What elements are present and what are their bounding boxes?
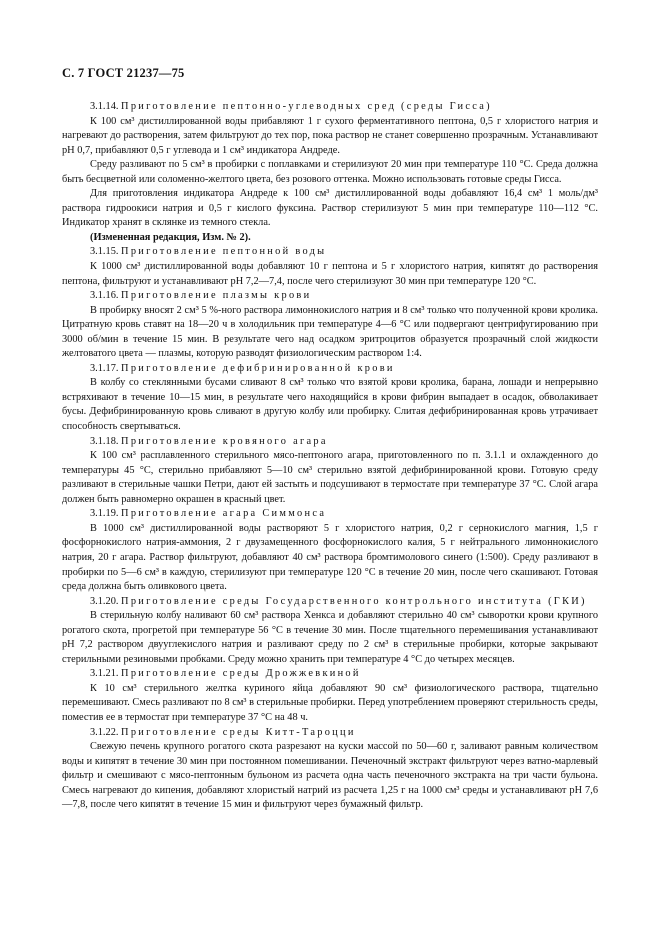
section-number: 3.1.22. xyxy=(90,726,119,738)
paragraph: Свежую печень крупного рогатого скота разрезают на куски массой по 50—60 г, заливают равным количеством воды и кипятят в течение 30 мин при постоянном помешивании. Печеночный экстракт фильтруют через ватно-марлевый фильтр и смешивают с мясо-пептонным бульоном из расчета одна часть печеночного экстракта на три части бульона. Смесь нагревают до кипения, добавляют хлористый натрий из расчета 1,25 г на 1000 см³ среды и устанавливают рН 7,6—7,8, после чего кипятят в течение 15 мин и фильтруют через бумажный фильтр. xyxy=(62,741,598,811)
section-heading xyxy=(62,289,598,304)
section-number: 3.1.21. xyxy=(90,668,119,680)
section-number: 3.1.19. xyxy=(90,508,119,520)
section-title: Приготовление агара Симмонса xyxy=(121,508,327,520)
section-title: Приготовление пептонной воды xyxy=(121,246,327,258)
section-heading xyxy=(62,667,598,682)
section-number: 3.1.16. xyxy=(90,290,119,302)
section-heading xyxy=(62,507,598,522)
paragraph: К 10 см³ стерильного желтка куриного яйца добавляют 90 см³ физиологического раствора, тщательно перемешивают. Смесь разливают по 8 см³ в стерильные пробирки. Перед употреблением проверяют стерильность среды, поместив ее в термостат при температуре 37 °С на 48 ч. xyxy=(62,682,598,723)
section-title: Приготовление среды Китт-Тароцци xyxy=(121,726,356,738)
section-title: Приготовление пептонно-углеводных сред (среды Гисса) xyxy=(121,101,492,112)
section-number: 3.1.14. xyxy=(90,101,119,112)
section-title: Приготовление среды Дрожжевкиной xyxy=(121,668,361,680)
section-heading xyxy=(62,100,598,115)
amendment-note: (Измененная редакция, Изм. № 2). xyxy=(90,231,251,243)
paragraph: В пробирку вносят 2 см³ 5 %-ного раствора лимоннокислого натрия и 8 см³ только что полученной крови кролика. Цитратную кровь ставят на 18—20 ч в холодильник при температуре 4—6 °С или подвергают центрифугированию при 3000 об/мин в течение 15 мин. В результате чего над осадком эритроцитов образуется прозрачный слой жидкости желтоватого цвета — плазмы, которую разводят физиологическим раствором 1:4. xyxy=(62,304,598,360)
paragraph: Среду разливают по 5 см³ в пробирки с поплавками и стерилизуют 20 мин при температуре 110 °С. Среда должна быть бесцветной или соломенно-желтого цвета, без розового оттенка. Можно использовать готовые среды Гисса. xyxy=(62,159,598,185)
section-number: 3.1.15. xyxy=(90,246,119,258)
section-title: Приготовление дефибринированной крови xyxy=(121,362,395,374)
paragraph: К 1000 см³ дистиллированной воды добавляют 10 г пептона и 5 г хлористого натрия, кипятят до растворения пептона, фильтруют и устанавливают рН 7,2—7,4, после чего стерилизуют 30 мин при температуре 120 °С. xyxy=(62,261,598,287)
section-number: 3.1.18. xyxy=(90,435,119,447)
paragraph: В 1000 см³ дистиллированной воды растворяют 5 г хлористого натрия, 0,2 г сернокислого магния, 1,5 г фосфорнокислого натрия-аммония, 2 г двузамещенного фосфорнокислого калия, 5 г нейтрального лимоннокислого натрия, 20 г агара. Раствор фильтруют, добавляют 40 см³ раствора бромтимолового синего (1:500). Среду разливают в пробирки по 5—6 см³ в каждую, стерилизуют при температуре 120 °С в течение 20 мин, после чего скашивают. Готовая среда должна быть оливкового цвета. xyxy=(62,522,598,593)
paragraph: Для приготовления индикатора Андреде к 100 см³ дистиллированной воды добавляют 16,4 см³ 1 моль/дм³ раствора гидроокиси натрия и 0,5 г кислого фуксина. Раствор стерилизуют 5 мин при температуре 110—112 °С. Индикатор хранят в склянке из темного стекла. xyxy=(62,188,598,229)
section-heading xyxy=(62,245,598,260)
paragraph: К 100 см³ расплавленного стерильного мясо-пептоного агара, приготовленного по п. 3.1.1 и охлажденного до температуры 45 °С, стерильно прибавляют 5—10 см³ стерильно взятой дефибринированной крови. Готовую среду разливают в стерильные чашки Петри, дают ей застыть и подсушивают в термостате при температуре 37 °С. Слой агара должен быть равномерно окрашен в красный цвет. xyxy=(62,450,598,505)
section-heading xyxy=(62,595,598,610)
paragraph: К 100 см³ дистиллированной воды прибавляют 1 г сухого ферментативного пептона, 0,5 г хлористого натрия и нагревают до растворения, затем фильтруют до тех пор, пока раствор не станет совершенно прозрачным. Устанавливают рН 0,7, прибавляют 0,5 г углевода и 1 см³ индикатора Андреде. xyxy=(62,115,598,156)
section-title: Приготовление плазмы крови xyxy=(121,290,312,302)
section-heading xyxy=(62,362,598,377)
section-heading xyxy=(62,435,598,450)
document-body xyxy=(62,100,598,813)
section-number: 3.1.20. xyxy=(90,595,119,607)
section-heading xyxy=(62,726,598,741)
paragraph: В колбу со стеклянными бусами сливают 8 см³ только что взятой крови кролика, барана, лошади и непрерывно встряхивают в течение 10—15 мин, в результате чего находящийся в крови фибрин выпадает в осадок, обволакивает бусы. Дефибринированную кровь сливают в другую колбу или пробирку. Слитая дефибринированная кровь утрачивает способность свертываться. xyxy=(62,377,598,433)
section-title: Приготовление кровяного агара xyxy=(121,435,328,447)
section-number: 3.1.17. xyxy=(90,362,119,374)
paragraph: В стерильную колбу наливают 60 см³ раствора Хенкса и добавляют стерильно 40 см³ сыворотки крови крупного рогатого скота, прогретой при температуре 56 °С в течение 30 мин. После тщательного перемешивания устанавливают рН 7,2 раствором двууглекислого натрия и разливают среду по 2 см³ в стерильные пробирки, которые закрывают стерильными резиновыми пробками. Среду можно хранить при температуре 4 °С до четырех месяцев. xyxy=(62,610,598,665)
page-header: С. 7 ГОСТ 21237—75 xyxy=(62,66,185,80)
section-title: Приготовление среды Государственного контрольного института (ГКИ) xyxy=(121,595,587,607)
